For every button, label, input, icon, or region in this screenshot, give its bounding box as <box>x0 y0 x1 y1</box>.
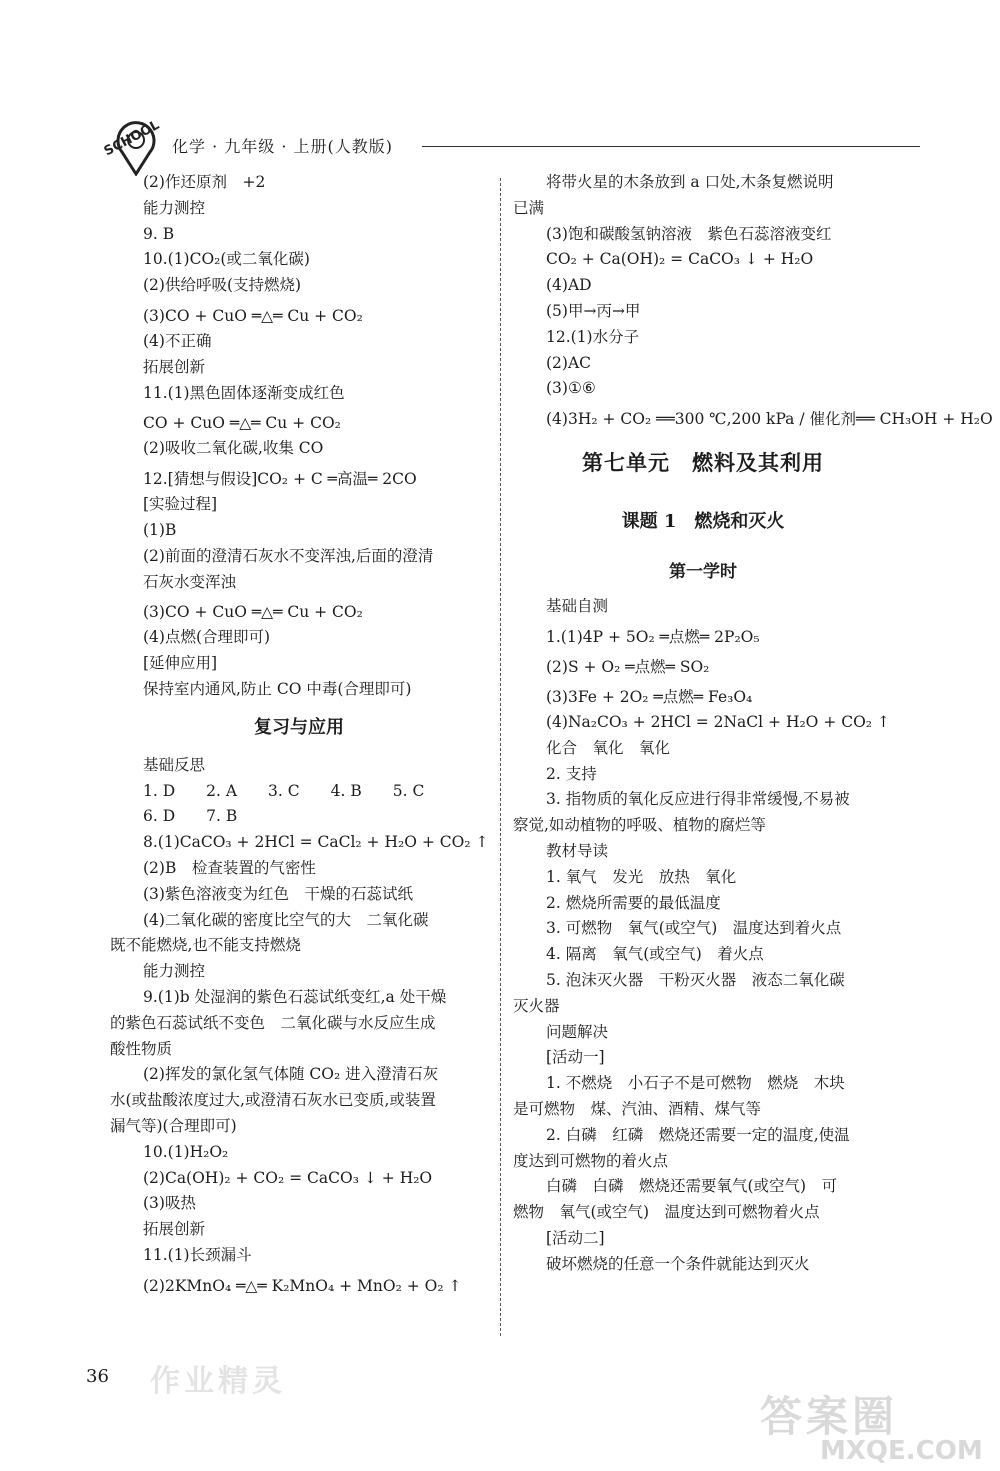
left-column-line: 水(或盐酸浓度过大,或澄清石灰水已变质,或装置 <box>110 1091 436 1110</box>
right-column-line: 燃物 氧气(或空气) 温度达到可燃物着火点 <box>513 1203 820 1222</box>
right-column-line: 2. 白磷 红磷 燃烧还需要一定的温度,使温 <box>546 1125 850 1144</box>
left-column-line: 11.(1)长颈漏斗 <box>143 1245 252 1264</box>
left-column-line: (4)点燃(合理即可) <box>143 628 271 647</box>
right-column-line: CO₂ + Ca(OH)₂ = CaCO₃ ↓ + H₂O <box>546 250 814 269</box>
header-rule <box>422 146 920 147</box>
watermark-left: 作业精灵 <box>150 1364 286 1399</box>
left-column-line: (4)二氧化碳的密度比空气的大 二氧化碳 <box>143 910 429 929</box>
header-title: 化学 · 九年级 · 上册(人教版) <box>172 137 394 156</box>
left-column-line: 能力测控 <box>143 962 206 981</box>
right-column-line: 3. 可燃物 氧气(或空气) 温度达到着火点 <box>546 919 842 938</box>
right-column-line: 4. 隔离 氧气(或空气) 着火点 <box>546 945 764 964</box>
right-column-line: (3)饱和碳酸氢钠溶液 紫色石蕊溶液变红 <box>546 224 832 243</box>
left-column-line: (2)吸收二氧化碳,收集 CO <box>143 439 324 458</box>
left-column-line: 1. D 2. A 3. C 4. B 5. C <box>143 781 425 800</box>
right-column-line: 2. 支持 <box>546 764 597 783</box>
right-column-line: (3)3Fe + 2O₂ ═点燃═ Fe₃O₄ <box>546 687 753 706</box>
watermark-right <box>760 1384 1000 1471</box>
left-column-line: 10.(1)CO₂(或二氧化碳) <box>143 250 310 269</box>
right-column-line: 问题解决 <box>546 1022 609 1041</box>
right-column-line: (5)甲→丙→甲 <box>546 301 641 320</box>
left-column-line: 8.(1)CaCO₃ + 2HCl = CaCl₂ + H₂O + CO₂ ↑ <box>143 833 489 852</box>
left-column <box>110 170 488 1299</box>
column-divider <box>500 178 501 1336</box>
right-column-line: 度达到可燃物的着火点 <box>513 1151 669 1170</box>
left-column-line: 9. B <box>143 224 175 243</box>
left-column-line: (2)挥发的氯化氢气体随 CO₂ 进入澄清石灰 <box>143 1065 439 1084</box>
right-column-line: 5. 泡沫灭火器 干粉灭火器 液态二氧化碳 <box>546 970 845 989</box>
page-number: 36 <box>86 1366 109 1387</box>
left-column-line: 拓展创新 <box>143 1220 206 1239</box>
left-column-line: (3)吸热 <box>143 1194 196 1213</box>
right-column-line: 灭火器 <box>513 996 560 1015</box>
left-column-line: [实验过程] <box>143 495 218 514</box>
right-column-line: 破坏燃烧的任意一个条件就能达到灭火 <box>546 1254 810 1273</box>
school-logo-icon <box>100 118 170 176</box>
right-column-line: 已满 <box>513 198 545 217</box>
right-column-line: 是可燃物 煤、汽油、酒精、煤气等 <box>513 1099 762 1118</box>
right-column-line: 第七单元 燃料及其利用 <box>582 450 824 476</box>
right-column-line: 12.(1)水分子 <box>546 327 640 346</box>
left-column-line: 的紫色石蕊试纸不变色 二氧化碳与水反应生成 <box>110 1013 436 1032</box>
right-column <box>513 170 993 1278</box>
left-column-line: (2)B 检查装置的气密性 <box>143 858 316 877</box>
left-column-line: (2)供给呼吸(支持燃烧) <box>143 276 302 295</box>
left-column-line: 基础反思 <box>143 755 206 774</box>
svg-text:SCHOOL: SCHOOL <box>101 118 162 160</box>
left-column-line: 6. D 7. B <box>143 807 238 826</box>
left-column-line: (3)CO + CuO ═△═ Cu + CO₂ <box>143 306 363 325</box>
right-column-line: 基础自测 <box>546 597 609 616</box>
right-column-line: 化合 氧化 氧化 <box>546 738 671 757</box>
right-column-line: (2)S + O₂ ═点燃═ SO₂ <box>546 657 710 676</box>
left-column-line: 复习与应用 <box>254 716 344 738</box>
right-column-line: 白磷 白磷 燃烧还需要氧气(或空气) 可 <box>546 1177 838 1196</box>
right-column-line: 第一学时 <box>669 562 737 583</box>
left-column-line: 石灰水变浑浊 <box>143 572 237 591</box>
right-column-line: (3)①⑥ <box>546 379 596 398</box>
left-column-line: 既不能燃烧,也不能支持燃烧 <box>110 936 301 955</box>
right-column-line: (4)3H₂ + CO₂ ══300 ℃,200 kPa / 催化剂══ CH₃OH + H₂O <box>546 410 993 429</box>
left-column-line: (4)不正确 <box>143 331 212 350</box>
left-column-line: 10.(1)H₂O₂ <box>143 1142 229 1161</box>
left-column-line: (3)CO + CuO ═△═ Cu + CO₂ <box>143 603 363 622</box>
left-column-line: 9.(1)b 处湿润的紫色石蕊试纸变红,a 处干燥 <box>143 987 447 1006</box>
left-column-line: 拓展创新 <box>143 357 206 376</box>
page-header <box>100 118 920 168</box>
right-column-line: 2. 燃烧所需要的最低温度 <box>546 893 721 912</box>
left-column-line: 漏气等)(合理即可) <box>110 1116 237 1135</box>
left-column-line: (1)B <box>143 520 177 539</box>
right-column-line: [活动一] <box>546 1048 605 1067</box>
left-column-line: (2)Ca(OH)₂ + CO₂ = CaCO₃ ↓ + H₂O <box>143 1168 433 1187</box>
right-column-line: 3. 指物质的氧化反应进行得非常缓慢,不易被 <box>546 790 850 809</box>
left-column-line: CO + CuO ═△═ Cu + CO₂ <box>143 414 341 433</box>
left-column-line: 保持室内通风,防止 CO 中毒(合理即可) <box>143 679 412 698</box>
left-column-line: 12.[猜想与假设]CO₂ + C ═高温═ 2CO <box>143 470 417 489</box>
right-column-line: (2)AC <box>546 353 592 372</box>
right-column-line: [活动二] <box>546 1228 605 1247</box>
left-column-line: [延伸应用] <box>143 654 218 673</box>
watermark-right-url: MXQE.COM <box>820 1436 983 1466</box>
left-column-line: 酸性物质 <box>110 1039 173 1058</box>
right-column-line: 1. 氧气 发光 放热 氧化 <box>546 867 737 886</box>
right-column-line: (4)AD <box>546 276 592 295</box>
left-column-line: 能力测控 <box>143 198 206 217</box>
left-column-line: 11.(1)黑色固体逐渐变成红色 <box>143 383 345 402</box>
watermark-right-title: 答案圈 <box>760 1392 899 1441</box>
left-column-line: (3)紫色溶液变为红色 干燥的石蕊试纸 <box>143 884 413 903</box>
left-column-line: (2)2KMnO₄ ═△═ K₂MnO₄ + MnO₂ + O₂ ↑ <box>143 1276 462 1295</box>
right-column-line: 1.(1)4P + 5O₂ ═点燃═ 2P₂O₅ <box>546 627 760 646</box>
left-column-line: (2)前面的澄清石灰水不变浑浊,后面的澄清 <box>143 546 434 565</box>
left-column-line: (2)作还原剂 +2 <box>143 173 266 191</box>
right-column-line: 将带火星的木条放到 a 口处,木条复燃说明 <box>546 173 834 191</box>
right-column-line: 1. 不燃烧 小石子不是可燃物 燃烧 木块 <box>546 1074 845 1093</box>
right-column-line: 察觉,如动植物的呼吸、植物的腐烂等 <box>513 816 766 835</box>
right-column-line: 教材导读 <box>546 841 609 860</box>
right-column-line: (4)Na₂CO₃ + 2HCl = 2NaCl + H₂O + CO₂ ↑ <box>546 712 890 731</box>
right-column-line: 课题 1 燃烧和灭火 <box>621 511 785 533</box>
